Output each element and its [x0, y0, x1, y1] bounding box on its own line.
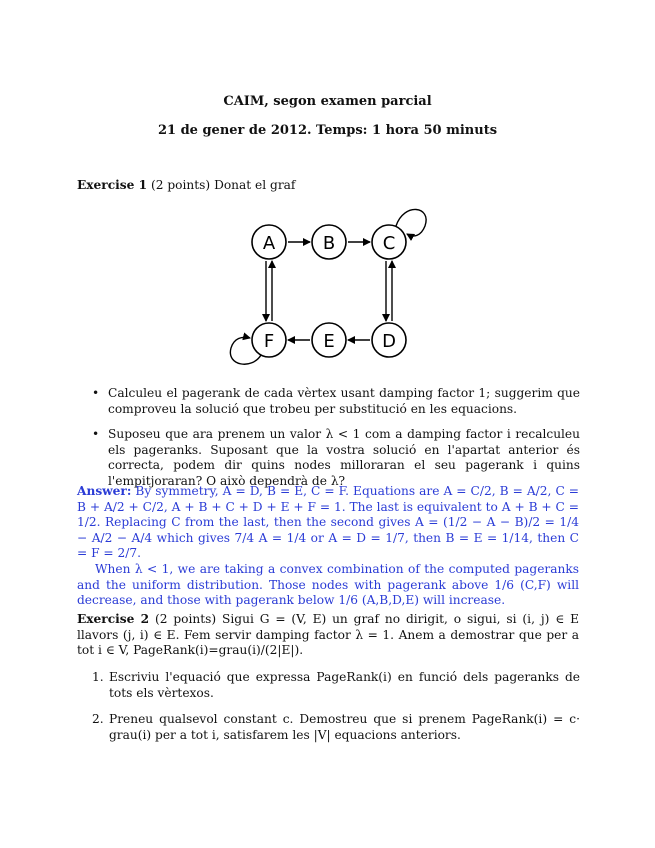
- bullet-symbol: •: [92, 386, 100, 400]
- answer-paragraph-1: By symmetry, A = D, B = E, C = F. Equations are A = C/2, B = A/2, C = B + A/2 + C/2, A + B + C + D + E + F = 1. The last is equivalent to A + B + C = 1/2. Replacing C from the last, then the second gives A = (1/2 − A − B)/2 = 1/4 − A/2 − A/4 which gives 7/4 A = 1/4 or A = D = 1/7, then B = E = 1/14, then C = F = 2/7.: [77, 484, 580, 561]
- answer-paragraph-2: When λ < 1, we are taking a convex combination of the computed pageranks and the uniform distribution. Those nodes with pagerank above 1/6 (C,F) will decrease, and those with pagerank below 1/6 (A,B,D,E) will increase.: [77, 561, 579, 608]
- pagerank-graph: [222, 200, 432, 370]
- item-text: Preneu qualsevol constant c. Demostreu que si prenem PageRank(i) = c· grau(i) per a tot i, satisfarem les |V| equacions anteriors.: [109, 712, 580, 742]
- node-c: [372, 225, 406, 259]
- exercise-2-item-1: [92, 670, 580, 701]
- bullet-text: Calculeu el pagerank de cada vèrtex usant damping factor 1; suggerim que comproveu la solució que trobeu per substitució en les equacions.: [108, 386, 580, 416]
- exercise-1-answer: [77, 484, 579, 609]
- exercise-1-text: Donat el graf: [214, 178, 296, 192]
- node-c-label: C: [382, 233, 396, 254]
- exercise-1-bullet-1: [92, 386, 580, 417]
- exam-title: CAIM, segon examen parcial: [223, 94, 432, 109]
- node-d-label: D: [382, 331, 396, 352]
- node-f: [252, 323, 286, 357]
- node-f-label: F: [263, 331, 275, 352]
- exercise-1-bullet-2: [92, 427, 580, 489]
- item-number: 2.: [92, 712, 104, 726]
- node-b: [312, 225, 346, 259]
- node-a-label: A: [262, 233, 276, 254]
- bullet-symbol: •: [92, 427, 100, 441]
- item-text: Escriviu l'equació que expressa PageRank(i) en funció dels pageranks de tots els vèrtexos.: [109, 670, 580, 700]
- node-d: [372, 323, 406, 357]
- node-a: [252, 225, 286, 259]
- item-number: 1.: [92, 670, 104, 684]
- exercise-2-label: Exercise 2: [77, 612, 150, 626]
- exercise-2-text: Sigui G = (V, E) un graf no dirigit, o sigui, si (i, j) ∈ E llavors (j, i) ∈ E. Fem servir damping factor λ = 1. Anem a demostrar que per a tot i ∈ V, PageRank(i)=grau(i)/(2|E|).: [77, 612, 580, 658]
- exercise-1-points: (2 points): [151, 178, 211, 192]
- exercise-2-item-2: [92, 712, 580, 743]
- exercise-1-label: Exercise 1: [77, 178, 148, 192]
- answer-label: Answer:: [77, 484, 132, 498]
- exercise-2-intro: [77, 612, 579, 659]
- bullet-text: Suposeu que ara prenem un valor λ < 1 com a damping factor i recalculeu els pageranks. Suposant que la vostra solució en l'apartat anterior és correcta, podem dir quins nodes milloraran el seu pagerank i quins l'empitjoraran? O això dependrà de λ?: [108, 427, 580, 488]
- node-b-label: B: [322, 233, 336, 254]
- exam-subtitle: 21 de gener de 2012. Temps: 1 hora 50 minuts: [157, 123, 498, 138]
- exercise-2-points: (2 points): [155, 612, 217, 626]
- node-e-label: E: [323, 331, 335, 352]
- node-e: [312, 323, 346, 357]
- exercise-1-intro: [77, 178, 579, 194]
